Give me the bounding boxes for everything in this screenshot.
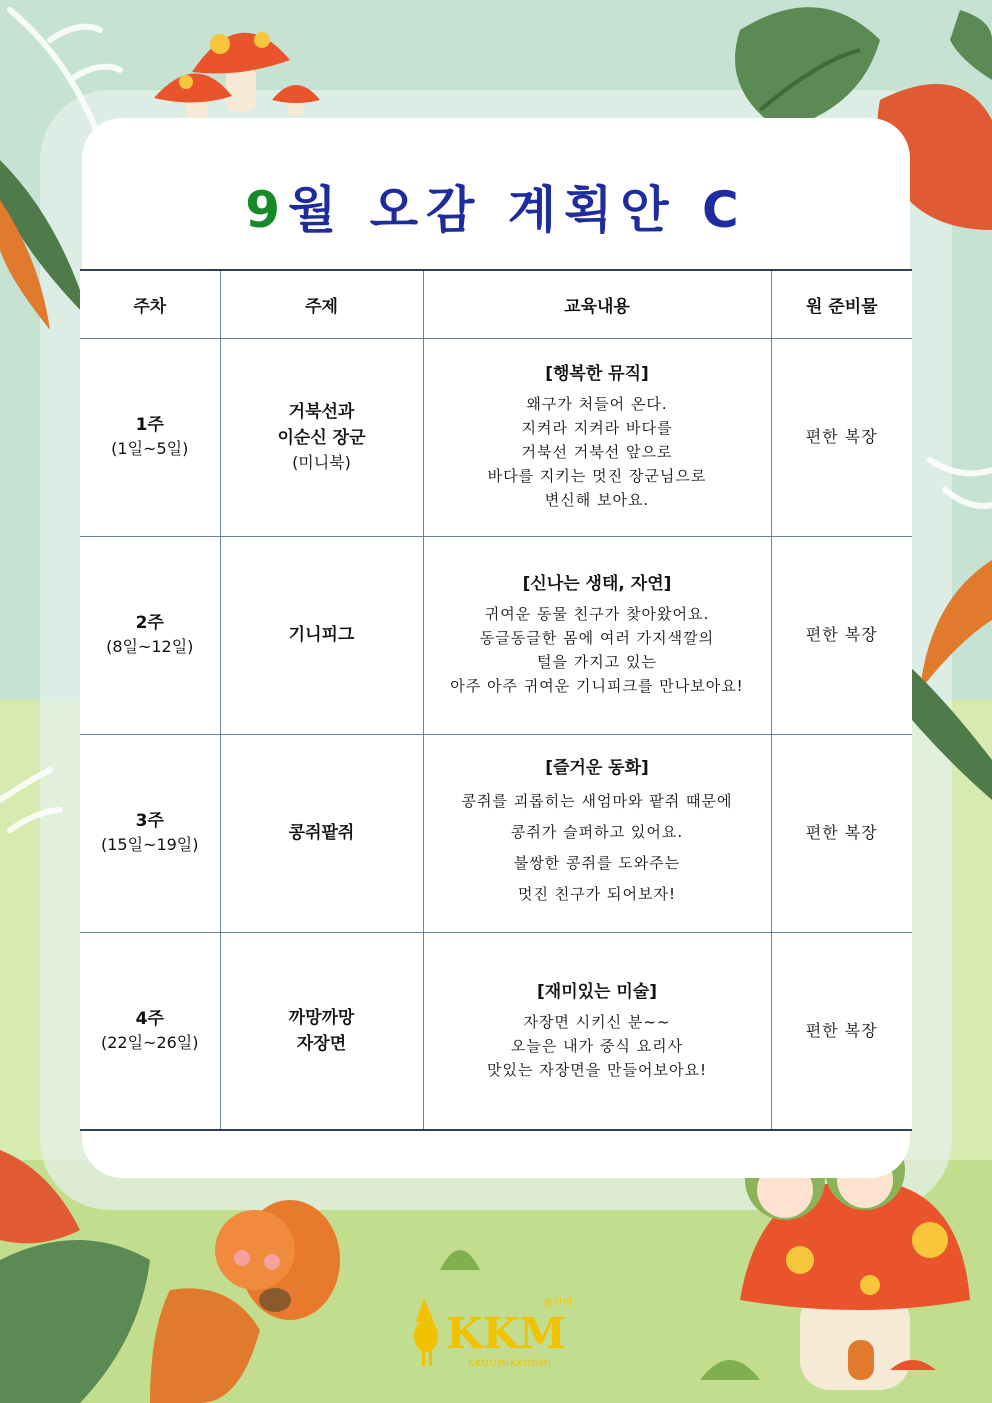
table-row [80, 536, 912, 734]
title-month-number: 9 [245, 181, 289, 239]
header-materials: 원 준비물 [771, 270, 912, 338]
topic-line: 자장면 [296, 1033, 347, 1054]
logo-small-text: 꿈꾸미 [543, 1298, 573, 1309]
topic-cell [220, 932, 423, 1130]
week-cell [80, 734, 220, 932]
content-line: 자장면 시키신 분~~ [523, 1012, 671, 1031]
content-line: 멋진 친구가 되어보자! [518, 885, 676, 903]
table-row [80, 932, 912, 1130]
content-line: 귀여운 동물 친구가 찾아왔어요. [484, 605, 710, 623]
topic-line: 까망까망 [288, 1007, 355, 1028]
plan-table [80, 269, 912, 1131]
content-cell [423, 338, 771, 536]
content-line: 동글동글한 몸에 여러 가지색깔의 [479, 629, 715, 647]
week-cell [80, 338, 220, 536]
week-cell [80, 932, 220, 1130]
content-line: 거북선 거북선 앞으로 [521, 443, 673, 461]
table-row [80, 734, 912, 932]
materials-cell: 편한 복장 [771, 338, 912, 536]
topic-line: 기니피그 [288, 625, 355, 645]
page-title [82, 170, 910, 242]
materials-cell: 편한 복장 [771, 536, 912, 734]
header-content: 교육내용 [423, 270, 771, 338]
content-line: 털을 가지고 있는 [537, 653, 657, 671]
mascot-icon [414, 1298, 438, 1366]
header-topic: 주제 [220, 270, 423, 338]
topic-line: 거북선과 [288, 402, 355, 422]
header-week: 주차 [80, 270, 220, 338]
week-dates: (22일~26일) [100, 1032, 199, 1052]
week-label: 2주 [135, 613, 164, 633]
week-cell [80, 536, 220, 734]
content-line: 콩쥐가 슬퍼하고 있어요. [510, 823, 684, 841]
content-cell [423, 932, 771, 1130]
content-line: 맛있는 자장면을 만들어보아요! [487, 1060, 707, 1079]
content-heading: [행복한 뮤직] [545, 364, 649, 384]
topic-cell [220, 734, 423, 932]
content-line: 지켜라 지켜라 바다를 [521, 419, 673, 437]
topic-subtitle: (미니북) [292, 453, 351, 472]
logo-main-text: KKM [446, 1309, 566, 1358]
topic-cell [220, 338, 423, 536]
content-line: 아주 아주 귀여운 기니피크를 만나보아요! [450, 677, 744, 695]
topic-line: 이순신 장군 [277, 428, 366, 448]
content-heading: [즐거운 동화] [545, 758, 649, 778]
week-label: 4주 [135, 1008, 164, 1029]
content-line: 왜구가 처들어 온다. [526, 395, 668, 413]
content-cell [423, 734, 771, 932]
week-label: 1주 [135, 415, 164, 435]
logo-sub-text: KKOOMIKKOOMI [468, 1359, 552, 1369]
title-text: 월 오감 계획안 C [288, 181, 747, 239]
table-row [80, 338, 912, 536]
content-cell [423, 536, 771, 734]
week-dates: (1일~5일) [111, 439, 189, 458]
content-line: 오늘은 내가 중식 요리사 [510, 1036, 684, 1055]
table-header-row [80, 270, 912, 338]
materials-cell: 편한 복장 [771, 932, 912, 1130]
topic-line: 콩쥐팥쥐 [288, 823, 355, 843]
content-line: 불쌍한 콩쥐를 도와주는 [513, 854, 681, 872]
materials-cell: 편한 복장 [771, 734, 912, 932]
content-heading: [신나는 생태, 자연] [522, 574, 672, 594]
week-label: 3주 [135, 811, 164, 831]
week-dates: (8일~12일) [106, 637, 194, 656]
week-dates: (15일~19일) [100, 835, 199, 854]
content-line: 바다를 지키는 멋진 장군님으로 [487, 467, 707, 485]
kkm-logo [410, 1292, 580, 1372]
content-heading: [재미있는 미술] [537, 981, 657, 1002]
content-line: 콩쥐를 괴롭히는 새엄마와 팥쥐 때문에 [461, 792, 733, 810]
content-line: 변신해 보아요. [544, 491, 650, 509]
topic-cell [220, 536, 423, 734]
